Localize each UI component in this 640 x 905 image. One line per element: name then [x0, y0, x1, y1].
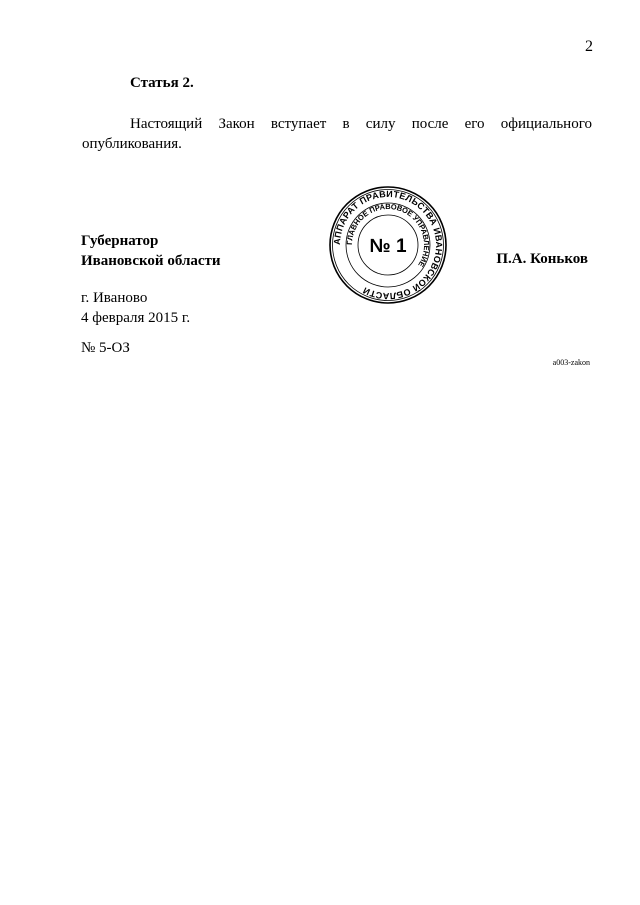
article-text: Настоящий Закон вступает в силу после его официального опубликования. — [82, 116, 592, 152]
signatory-name: П.А. Коньков — [496, 251, 588, 267]
seal-outer-text: АППАРАТ ПРАВИТЕЛЬСТВА ИВАНОВСКОЙ ОБЛАСТИ — [331, 188, 445, 302]
seal-center-text: № 1 — [369, 236, 407, 257]
law-number: № 5-ОЗ — [81, 340, 130, 356]
signature-title — [81, 231, 221, 271]
city: г. Иваново — [81, 290, 148, 306]
article-title: Статья 2. — [130, 75, 194, 91]
seal-inner-text: ГЛАВНОЕ ПРАВОВОЕ УПРАВЛЕНИЕ — [344, 201, 432, 269]
document-code: a003-zakon — [552, 358, 590, 367]
official-seal — [328, 185, 448, 305]
place-date-block — [81, 288, 190, 328]
date: 4 февраля 2015 г. — [81, 310, 191, 326]
page-number: 2 — [585, 38, 593, 55]
signature-title-line2: Ивановской области — [81, 253, 221, 269]
signature-title-line1: Губернатор — [81, 233, 159, 249]
